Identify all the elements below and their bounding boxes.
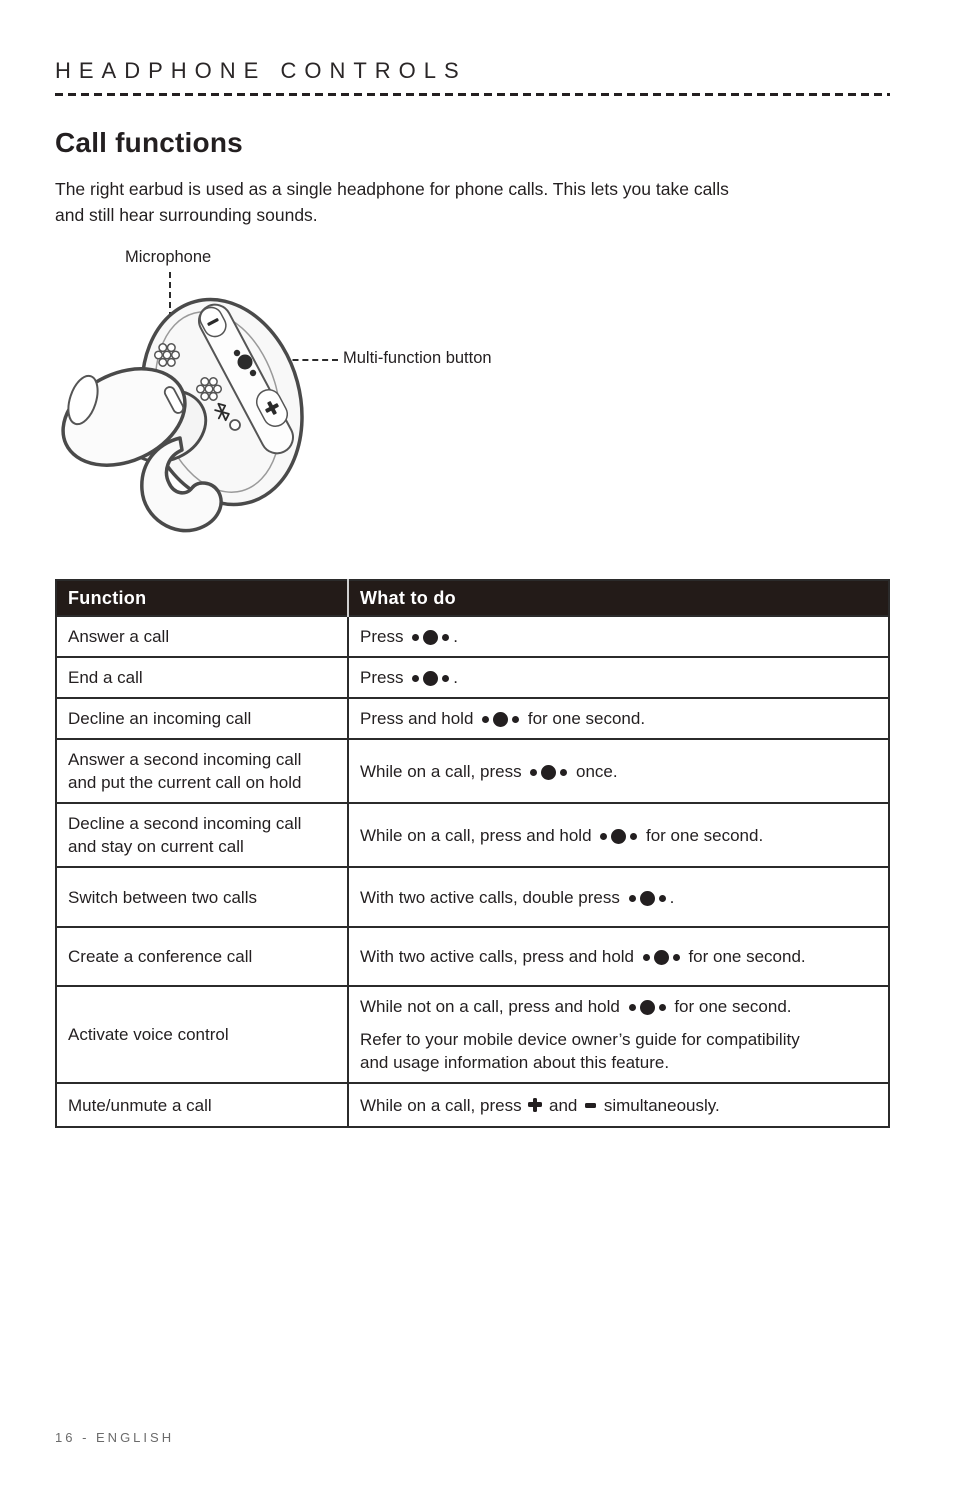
action-cell: While on a call, press and simultaneously. [348, 1083, 889, 1127]
multi-function-button-icon [627, 1000, 668, 1015]
function-cell: Answer a second incoming call and put the current call on hold [56, 739, 348, 803]
call-functions-table [55, 579, 890, 1128]
right-earbud-image [50, 294, 322, 546]
multi-function-button-icon [410, 630, 451, 645]
intro-line-2: and still hear surrounding sounds. [55, 205, 318, 225]
action-cell: While on a call, press once. [348, 739, 889, 803]
table-row [56, 927, 889, 986]
multi-function-button [238, 355, 253, 370]
intro-text [55, 176, 890, 228]
function-cell: Create a conference call [56, 927, 348, 986]
multi-function-button-icon [480, 712, 521, 727]
section-title: HEADPHONE CONTROLS [55, 58, 467, 83]
table-row [56, 657, 889, 698]
function-column-header: Function [56, 580, 348, 616]
action-cell: With two active calls, double press . [348, 867, 889, 927]
microphone-label: Microphone [125, 248, 212, 266]
minus-button-icon [585, 1103, 596, 1107]
table-row [56, 739, 889, 803]
table-row [56, 986, 889, 1083]
dashed-divider [55, 93, 890, 96]
plus-button-icon [528, 1098, 542, 1112]
what-to-do-column-header: What to do [348, 580, 889, 616]
function-cell: Decline a second incoming call and stay on current call [56, 803, 348, 867]
action-cell: With two active calls, press and hold for one second. [348, 927, 889, 986]
table-row [56, 803, 889, 867]
table-row [56, 698, 889, 739]
table-header-row [56, 580, 889, 616]
function-cell: Answer a call [56, 616, 348, 657]
multi-function-button-icon [627, 891, 668, 906]
microphone-holes [155, 344, 180, 366]
intro-line-1: The right earbud is used as a single headphone for phone calls. This lets you take calls [55, 179, 729, 199]
function-cell: Decline an incoming call [56, 698, 348, 739]
action-cell: Press and hold for one second. [348, 698, 889, 739]
multi-function-button-icon [641, 950, 682, 965]
table-row [56, 867, 889, 927]
table-row [56, 616, 889, 657]
function-cell: Mute/unmute a call [56, 1083, 348, 1127]
action-cell: While not on a call, press and hold for one second. Refer to your mobile device owner’s guide for compatibility and usage information about this feature. [348, 986, 889, 1083]
multi-function-button-icon [528, 765, 569, 780]
status-light [230, 420, 240, 430]
table-row [56, 1083, 889, 1127]
action-cell: Press . [348, 616, 889, 657]
multi-function-button-label: Multi-function button [343, 349, 492, 367]
action-cell: Press . [348, 657, 889, 698]
multi-function-button-icon [598, 829, 639, 844]
function-cell: Switch between two calls [56, 867, 348, 927]
speaker-holes [197, 378, 222, 400]
multi-function-button-icon [410, 671, 451, 686]
function-cell: Activate voice control [56, 986, 348, 1083]
earbud-illustration [55, 246, 890, 546]
page-number: 16 - ENGLISH [55, 1430, 175, 1445]
page-heading: Call functions [55, 127, 243, 158]
call-table-body [56, 616, 889, 1127]
action-cell: While on a call, press and hold for one second. [348, 803, 889, 867]
function-cell: End a call [56, 657, 348, 698]
